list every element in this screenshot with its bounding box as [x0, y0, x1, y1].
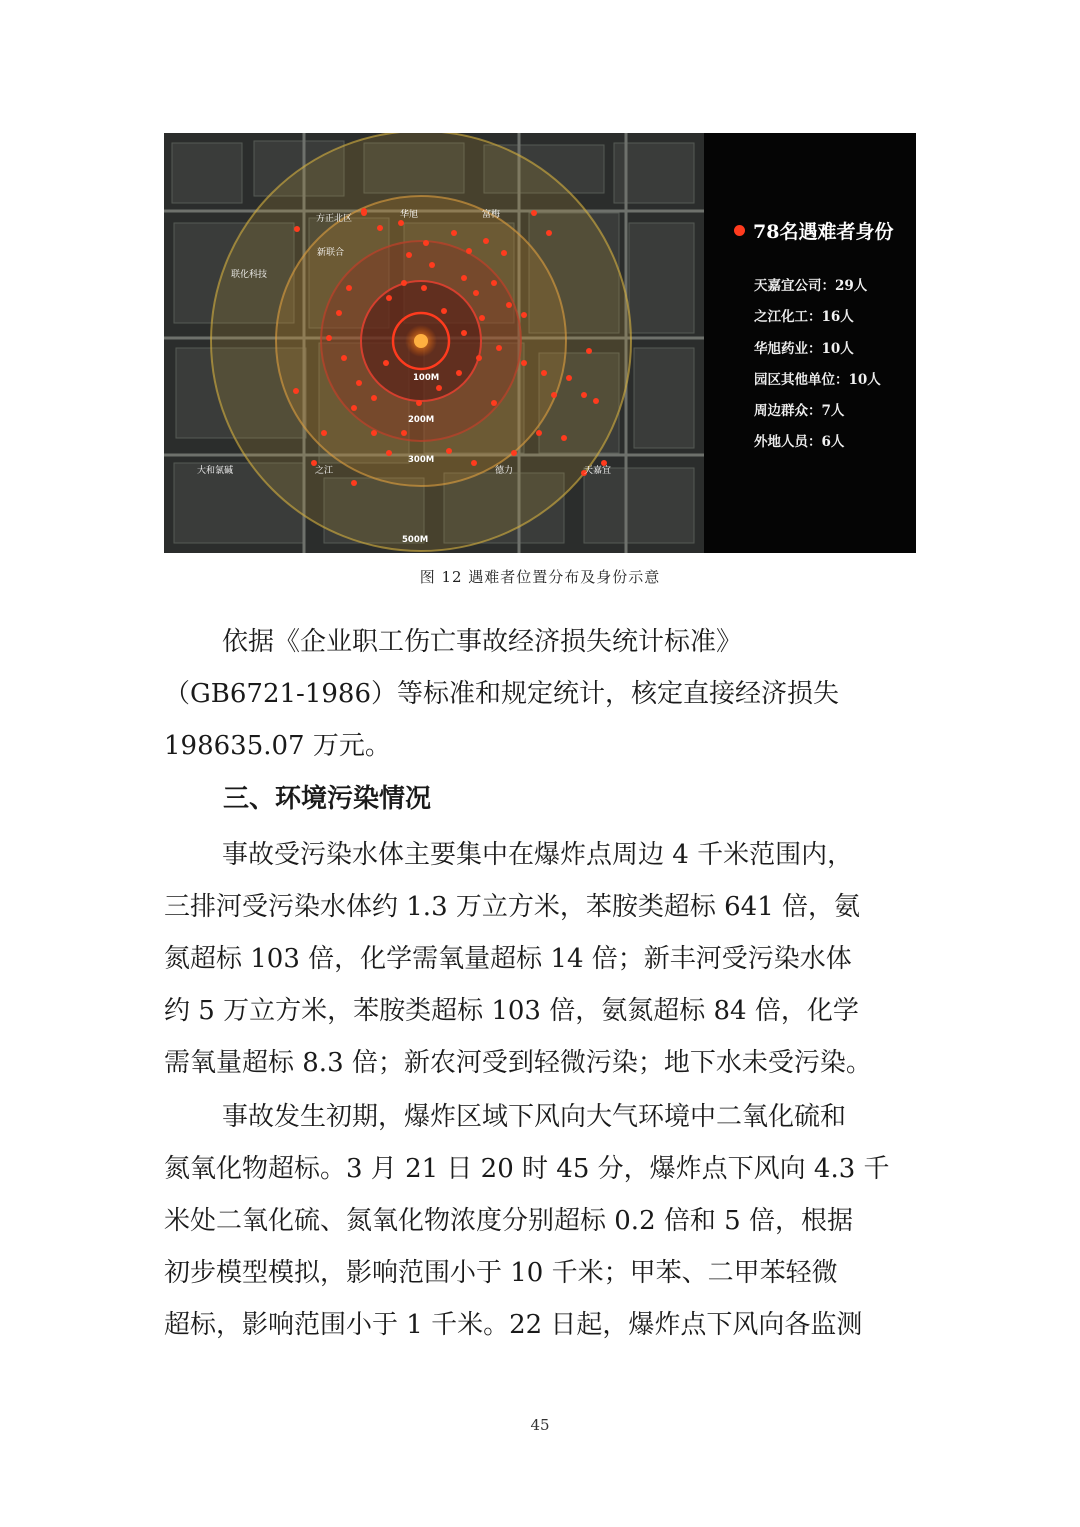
legend-item: 园区其他单位：10人 — [754, 372, 881, 388]
text-line: 三排河受污染水体约 1.3 万立方米，苯胺类超标 641 倍，氨 — [164, 892, 861, 922]
legend-item: 外地人员：6人 — [754, 434, 845, 450]
text-line: 氮超标 103 倍，化学需氧量超标 14 倍；新丰河受污染水体 — [164, 944, 852, 974]
map-label-tianjiayi: 天嘉宜 — [584, 466, 612, 476]
ring-label-300: 300M — [408, 455, 435, 465]
aerial-map — [164, 133, 704, 553]
text-line: 依据《企业职工伤亡事故经济损失统计标准》 — [222, 627, 743, 657]
section-heading: 三、环境污染情况 — [223, 784, 432, 814]
text-line: 事故受污染水体主要集中在爆炸点周边 4 千米范围内， — [222, 840, 854, 870]
red-dot-icon — [734, 225, 745, 236]
legend-item: 天嘉宜公司：29人 — [754, 278, 868, 294]
legend-item: 华旭药业：10人 — [754, 341, 854, 357]
map-label-fumei: 富梅 — [482, 210, 501, 220]
map-label-dahe: 大和氯碱 — [197, 466, 234, 476]
text-line: 约 5 万立方米，苯胺类超标 103 倍，氨氮超标 84 倍，化学 — [164, 996, 859, 1026]
legend-title-text: 78名遇难者身份 — [753, 221, 894, 243]
text-line: （GB6721-1986）等标准和规定统计，核定直接经济损失 — [164, 679, 839, 709]
text-line: 初步模型模拟，影响范围小于 10 千米；甲苯、二甲苯轻微 — [164, 1258, 838, 1288]
legend-panel — [704, 133, 916, 553]
text-line: 事故发生初期，爆炸区域下风向大气环境中二氧化硫和 — [222, 1102, 847, 1132]
text-line: 需氧量超标 8.3 倍；新农河受到轻微污染；地下水未受污染。 — [164, 1048, 872, 1078]
map-label-xinlianhe: 新联合 — [317, 248, 345, 258]
map-label-fangzheng: 方正北区 — [316, 214, 353, 224]
paragraph-economic-loss — [164, 616, 916, 772]
legend-item: 之江化工：16人 — [754, 309, 854, 325]
text-line: 超标，影响范围小于 1 千米。22 日起，爆炸点下风向各监测 — [164, 1310, 863, 1340]
map-label-zhijiang: 之江 — [315, 466, 334, 476]
legend-item: 周边群众：7人 — [754, 403, 845, 419]
text-line: 氮氧化物超标。3 月 21 日 20 时 45 分，爆炸点下风向 4.3 千 — [164, 1154, 890, 1184]
map-label-huaxu: 华旭 — [400, 210, 419, 220]
map-label-deli: 德力 — [495, 466, 514, 476]
map-label-lianhua: 联化科技 — [231, 270, 268, 280]
page-number: 45 — [530, 1416, 550, 1434]
text-line: 米处二氧化硫、氮氧化物浓度分别超标 0.2 倍和 5 倍，根据 — [164, 1206, 853, 1236]
blast-rings — [211, 133, 631, 551]
ring-label-500: 500M — [402, 535, 429, 545]
victim-distribution-figure — [164, 133, 916, 553]
legend-title — [734, 217, 893, 244]
paragraph-air-pollution — [164, 1091, 916, 1351]
ring-label-100: 100M — [413, 373, 440, 383]
text-line: 198635.07 万元。 — [164, 731, 391, 761]
ring-label-200: 200M — [408, 415, 435, 425]
figure-caption: 图 12 遇难者位置分布及身份示意 — [419, 568, 661, 586]
paragraph-water-pollution — [164, 829, 916, 1089]
